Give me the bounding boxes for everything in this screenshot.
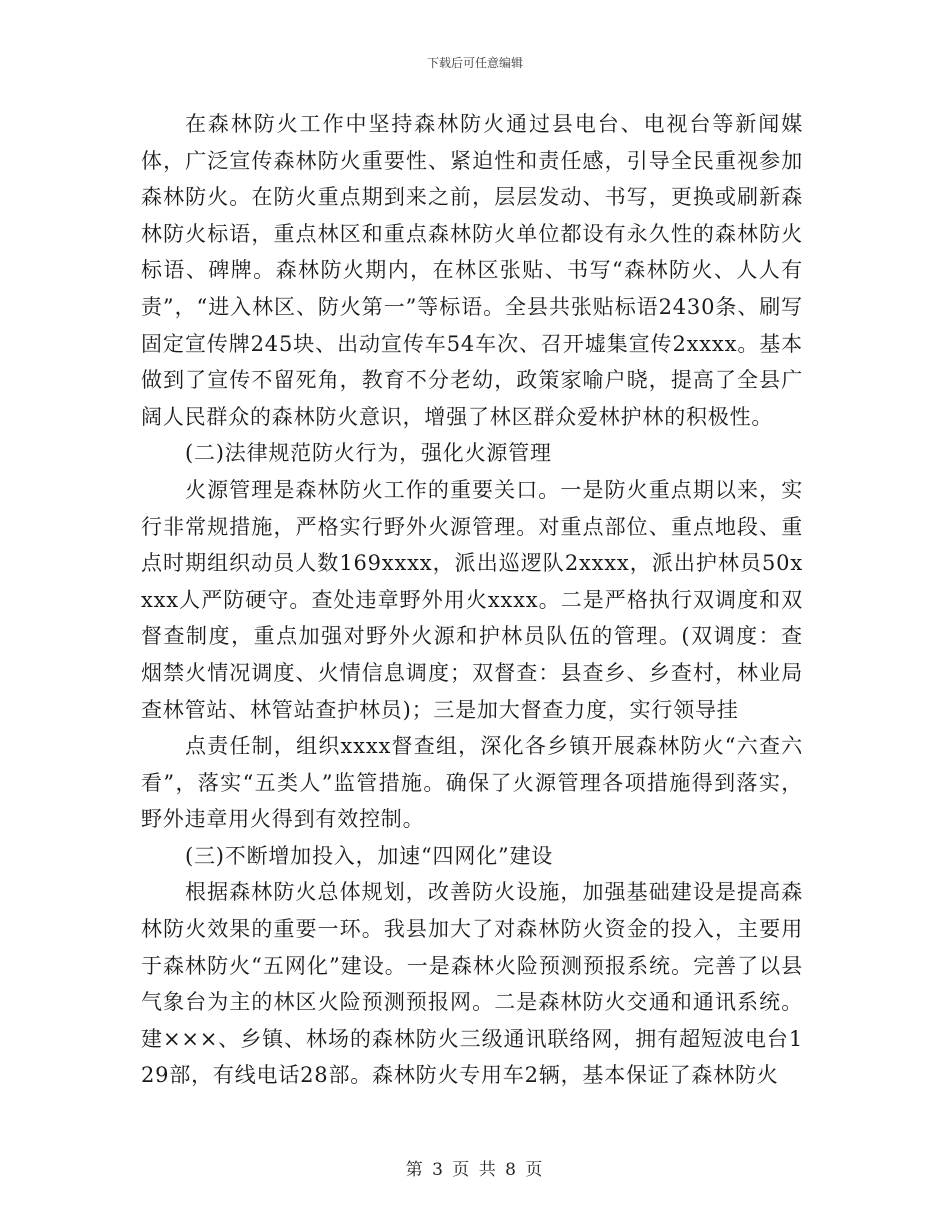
section-heading-2: (二)法律规范防火行为，强化火源管理 xyxy=(185,441,552,466)
paragraph-publicity: 在森林防火工作中坚持森林防火通过县电台、电视台等新闻媒体，广泛宣传森林防火重要性、紧迫性和责任感，引导全民重视参加森林防火。在防火重点期到来之前，层层发动、书写，更换或刷新森林防火标语，重点林区和重点森林防火单位都设有永久性的森林防火标语、碑牌。森林防火期内，在林区张贴、书写“森林防火、人人有责”，“进入林区、防火第一”等标语。全县共张贴标语2430条、刷写固定宣传牌245块、出动宣传车54车次、召开墟集宣传2xxxx。基本做到了宣传不留死角，教育不分老幼，政策家喻户晓，提高了全县广阔人民群众的森林防火意识，增强了林区群众爱林护林的积极性。 xyxy=(141,112,803,429)
section-heading-3: (三)不断增加投入，加速“四网化”建设 xyxy=(185,843,554,868)
paragraph-supervision: 点责任制，组织xxxx督查组，深化各乡镇开展森林防火“六查六看”，落实“五类人”监管措施。确保了火源管理各项措施得到落实，野外违章用火得到有效控制。 xyxy=(141,734,803,832)
document-body xyxy=(141,106,803,1094)
paragraph-fire-source: 火源管理是森林防火工作的重要关口。一是防火重点期以来，实行非常规措施，严格实行野外火源管理。对重点部位、重点地段、重点时期组织动员人数169xxxx，派出巡逻队2xxxx，派出护林员50xxxx人严防硬守。查处违章野外用火xxxx。二是严格执行双调度和双督查制度，重点加强对野外火源和护林员队伍的管理。(双调度：查烟禁火情况调度、火情信息调度；双督查：县查乡、乡查村，林业局查林管站、林管站查护林员)；三是加大督查力度，实行领导挂 xyxy=(141,477,803,722)
page-header: 下载后可任意编辑 xyxy=(426,56,523,70)
paragraph-investment: 根据森林防火总体规划，改善防火设施，加强基础建设是提高森林防火效果的重要一环。我县加大了对森林防火资金的投入，主要用于森林防火“五网化”建设。一是森林火险预测预报系统。完善了以县气象台为主的林区火险预测预报网。二是森林防火交通和通讯系统。建×××、乡镇、林场的森林防火三级通讯联络网，拥有超短波电台129部，有线电话28部。森林防火专用车2辆，基本保证了森林防火 xyxy=(141,880,803,1088)
page-number: 第 3 页 共 8 页 xyxy=(405,1160,545,1180)
